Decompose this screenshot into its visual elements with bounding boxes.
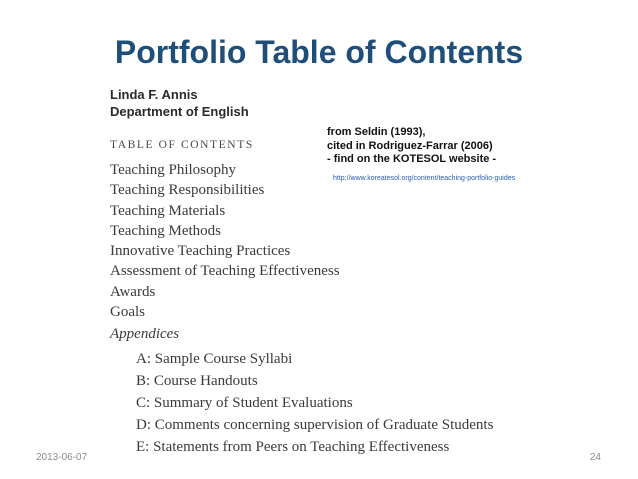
- appendix-item: C: Summary of Student Evaluations: [136, 395, 353, 411]
- toc-list: [110, 160, 340, 322]
- toc-item: Teaching Responsibilities: [110, 182, 265, 199]
- source-citation-line: from Seldin (1993),: [327, 126, 426, 138]
- page-number: 24: [589, 452, 601, 463]
- toc-item: Teaching Materials: [110, 202, 226, 219]
- department-name: Department of English: [110, 104, 249, 119]
- appendices-heading: Appendices: [110, 326, 180, 342]
- toc-item: Innovative Teaching Practices: [110, 243, 291, 260]
- author-block: [110, 86, 249, 120]
- appendix-item: D: Comments concerning supervision of Graduate Students: [136, 417, 494, 433]
- source-note: [327, 126, 515, 185]
- source-citation-line: - find on the KOTESOL website -: [327, 153, 497, 165]
- toc-item: Teaching Methods: [110, 222, 222, 239]
- appendix-item: E: Statements from Peers on Teaching Effectiveness: [136, 439, 450, 455]
- toc-heading: TABLE OF CONTENTS: [110, 139, 254, 151]
- source-citation-line: cited in Rodriguez-Farrar (2006): [327, 139, 493, 152]
- appendix-list: [136, 348, 493, 458]
- footer-date: 2013-06-07: [36, 452, 88, 463]
- author-name: Linda F. Annis: [110, 87, 198, 102]
- toc-item: Awards: [110, 283, 156, 300]
- toc-item: Teaching Philosophy: [110, 162, 237, 178]
- appendix-item: B: Course Handouts: [136, 373, 258, 389]
- source-url-link[interactable]: http://www.koreatesol.org/content/teaching-portfolio-guides: [333, 174, 516, 182]
- toc-item: Assessment of Teaching Effectiveness: [110, 263, 340, 280]
- slide-title: Portfolio Table of Contents: [114, 34, 524, 70]
- toc-item: Goals: [110, 304, 145, 321]
- appendix-item: A: Sample Course Syllabi: [136, 351, 293, 367]
